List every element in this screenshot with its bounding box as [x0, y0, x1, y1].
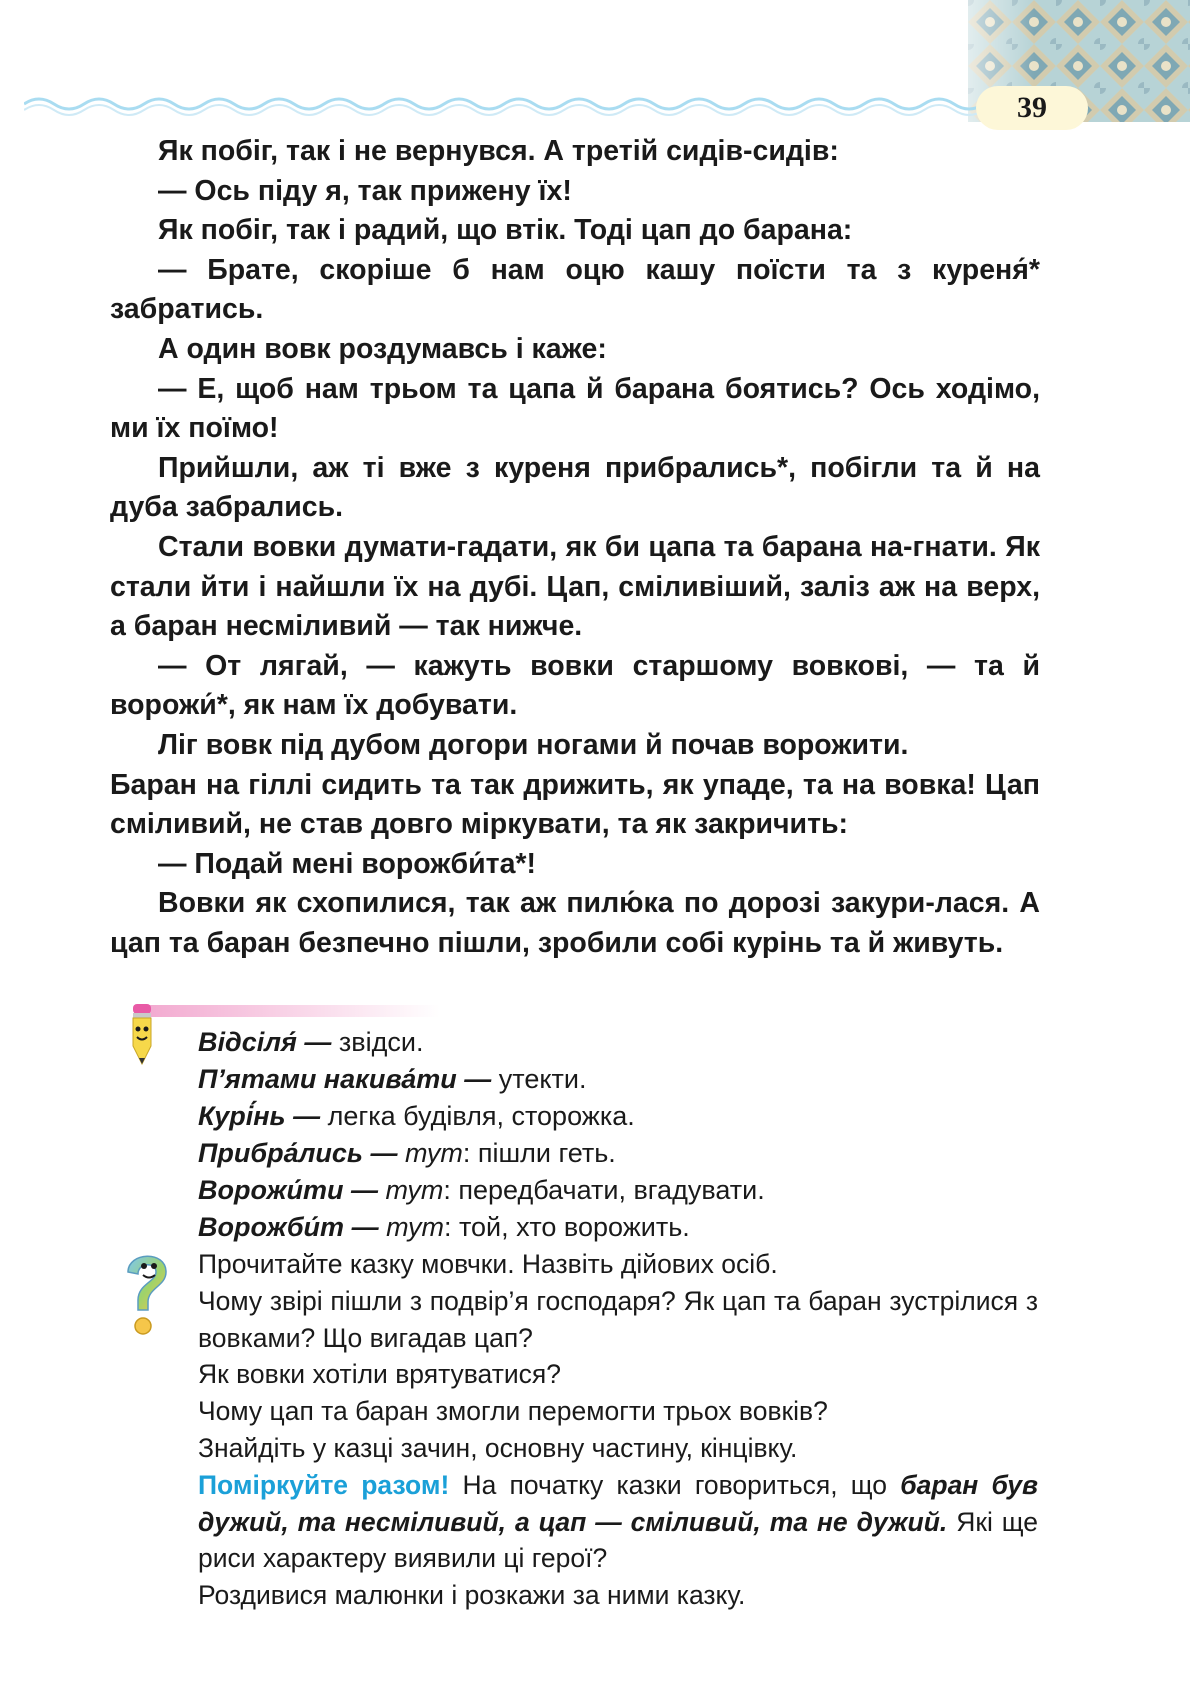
- glossary-definition: : пішли геть.: [462, 1138, 616, 1168]
- glossary-separator: —: [456, 1064, 499, 1094]
- glossary-entry: [198, 1209, 1058, 1246]
- glossary-definition: : передбачати, вгадувати.: [443, 1175, 765, 1205]
- question-item: Чому звірі пішли з подвір’я господаря? Як цап та баран зустрілися з вовками? Що вигадав цап?: [198, 1285, 1038, 1353]
- glossary-term: Відсіля́: [198, 1027, 297, 1057]
- glossary: [198, 1024, 1058, 1246]
- think-together-emphasis: баран був дужий, та несміливий, а цап — сміливий, та не дужий.: [198, 1469, 1038, 1537]
- question-item: Чому цап та баран змогли перемогти трьох вовків?: [198, 1396, 828, 1427]
- glossary-term: Ворожи́ти: [198, 1175, 344, 1205]
- question-item: Роздивися малюнки і розкажи за ними казку.: [198, 1580, 746, 1611]
- glossary-definition: звідси.: [338, 1027, 424, 1057]
- story-paragraph: Ліг вовк під дубом догори ногами й почав ворожити.: [158, 728, 909, 761]
- glossary-definition: легка будівля, сторожка.: [327, 1101, 635, 1131]
- glossary-term: Прибра́лись: [198, 1138, 363, 1168]
- story-paragraph: Прийшли, аж ті вже з куреня прибрались*, побігли та й на дуба забрались.: [110, 451, 1040, 524]
- question-item: Як вовки хотіли врятуватися?: [198, 1359, 561, 1390]
- story-paragraph: — От лягай, — кажуть вовки старшому вовкові, — та й ворожи́*, як нам їх добувати.: [110, 649, 1040, 722]
- story-paragraph: — Ось піду я, так прижену їх!: [158, 174, 572, 207]
- story-paragraph: Стали вовки думати-гадати, як би цапа та барана на-гнати. Як стали йти і найшли їх на дубі. Цап, сміливіший, заліз аж на верх, а баран несміливий — так нижче.: [110, 530, 1040, 643]
- glossary-entry: [198, 1061, 1058, 1098]
- glossary-separator: —: [285, 1101, 328, 1131]
- story-paragraph: Як побіг, так і не вернувся. А третій сидів-сидів:: [158, 135, 839, 167]
- glossary-note: тут: [385, 1175, 444, 1205]
- question-item: Прочитайте казку мовчки. Назвіть дійових осіб.: [198, 1249, 778, 1279]
- glossary-separator: —: [343, 1175, 386, 1205]
- questions-block: [198, 1246, 1038, 1614]
- think-together-item: [198, 1467, 1038, 1577]
- pencil-character-icon: [122, 1002, 162, 1068]
- glossary-entry: [198, 1135, 1058, 1172]
- question-item: Знайдіть у казці зачин, основну частину, кінцівку.: [198, 1432, 798, 1463]
- glossary-separator: —: [362, 1138, 405, 1168]
- think-together-text: Які ще риси характеру виявили ці герої?: [198, 1506, 1039, 1574]
- glossary-separator: —: [344, 1212, 387, 1242]
- glossary-term: П’ятами накива́ти: [198, 1064, 457, 1094]
- story-paragraph: — Брате, скоріше б нам оцю кашу поїсти та з куреня́* забратись.: [110, 253, 1040, 326]
- glossary-entry: [198, 1024, 1058, 1061]
- glossary-term: Курі́нь: [198, 1101, 286, 1131]
- glossary-term: Ворожби́т: [198, 1212, 345, 1242]
- story-paragraph: Баран на гіллі сидить та так дрижить, як упаде, та на вовка! Цап сміливий, не став довго міркувати, та як закричить:: [110, 768, 1040, 841]
- glossary-note: тут: [404, 1138, 463, 1168]
- glossary-definition: : той, хто ворожить.: [443, 1212, 690, 1242]
- question-mark-character-icon: [118, 1244, 174, 1340]
- story-paragraph: — Е, щоб нам трьом та цапа й барана боятись? Ось ходімо, ми їх поїмо!: [110, 372, 1040, 445]
- glossary-entry: [198, 1098, 1058, 1135]
- glossary-accent-bar: [140, 1005, 440, 1017]
- glossary-note: тут: [386, 1212, 444, 1242]
- think-together-text: На початку казки говориться, що: [449, 1469, 901, 1500]
- story-paragraph: Вовки як схопилися, так аж пилю́ка по дорозі закури-лася. А цап та баран безпечно пішли, зробили собі курінь та й живуть.: [110, 887, 1040, 959]
- think-together-label: Поміркуйте разом!: [198, 1469, 450, 1500]
- page-number: 39: [976, 86, 1088, 130]
- header-wave: [24, 90, 984, 118]
- story-paragraph: Як побіг, так і радий, що втік. Тоді цап до барана:: [158, 214, 853, 247]
- glossary-separator: —: [296, 1027, 339, 1057]
- glossary-entry: [198, 1172, 1058, 1209]
- story-paragraph: А один вовк роздумавсь і каже:: [158, 332, 607, 365]
- glossary-definition: утекти.: [498, 1064, 587, 1094]
- story-paragraph: — Подай мені ворожби́та*!: [158, 847, 537, 880]
- story-text: [110, 132, 1040, 963]
